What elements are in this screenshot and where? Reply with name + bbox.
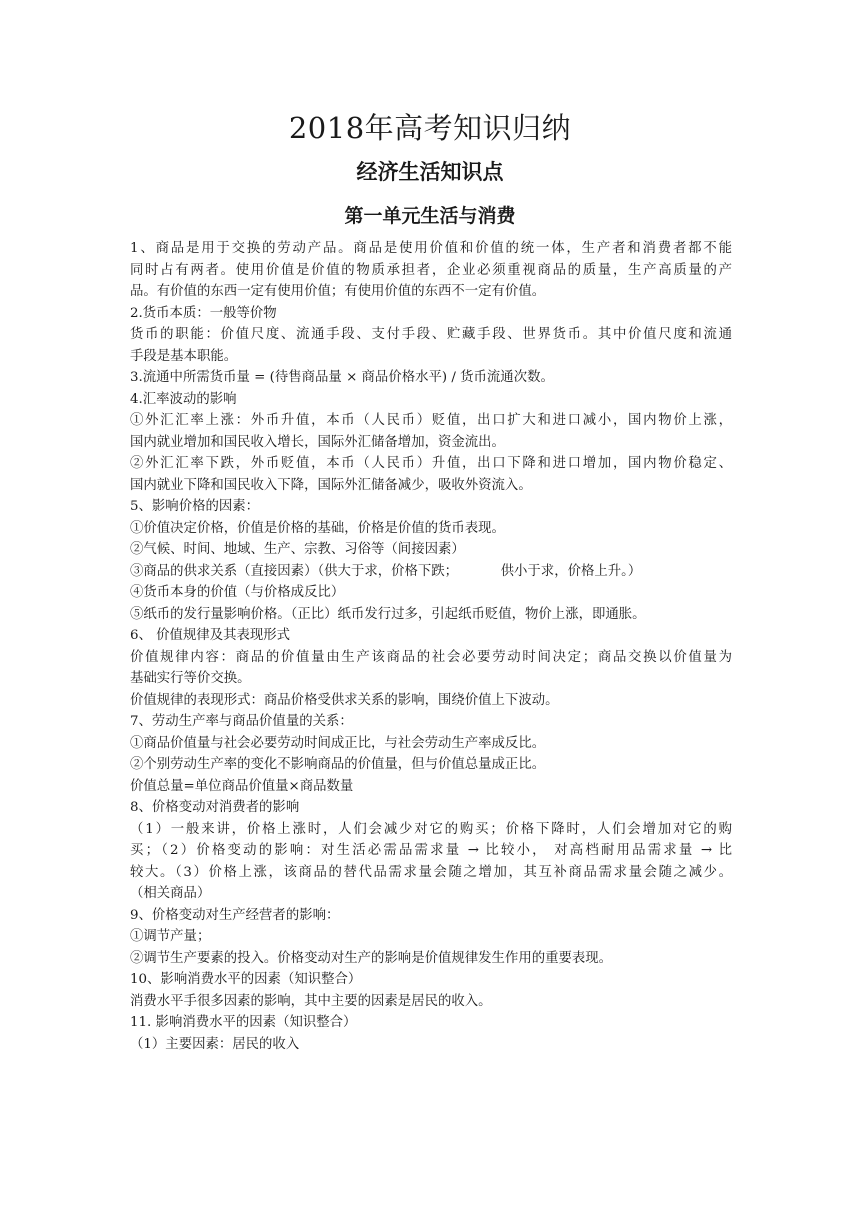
body-line: 同时占有两者。使用价值是价值的物质承担者，企业必须重视商品的质量，生产高质量的产 [130, 262, 732, 278]
body-line: ②个别劳动生产率的变化不影响商品的价值量，但与价值总量成正比。 [130, 757, 546, 772]
body-line: ①调节产量； [130, 929, 211, 944]
document-subtitle: 经济生活知识点 [356, 159, 504, 184]
body-line: 9、价格变动对生产经营者的影响： [130, 907, 340, 923]
body-line: ②外汇汇率下跌，外币贬值，本币（人民币）升值，出口下降和进口增加，国内物价稳定、 [130, 456, 732, 471]
body-line: ⑤纸币的发行量影响价格。（正比）纸币发行过多，引起纸币贬值，物价上涨，即通胀。 [130, 606, 646, 622]
body-line: 1、商品是用于交换的劳动产品。商品是使用价值和价值的统一体，生产者和消费者都不能 [130, 241, 732, 256]
body-line: （1）一般来讲，价格上涨时，人们会减少对它的购买；价格下降时，人们会增加对它的购 [130, 821, 732, 837]
document-title: 2018年高考知识归纳 [288, 111, 572, 145]
body-line: 国内就业下降和国民收入下降，国际外汇储备减少，吸收外资流入。 [130, 477, 532, 493]
body-line: ④货币本身的价值（与价格成反比） [130, 585, 345, 600]
body-line: 价值规律内容：商品的价值量由生产该商品的社会必要劳动时间决定；商品交换以价值量为 [130, 649, 732, 665]
body-line: （1）主要因素：居民的收入 [130, 1036, 300, 1052]
body-line: （相关商品） [130, 886, 211, 901]
body-line: 手段是基本职能。 [130, 348, 238, 364]
body-line: 7、劳动生产率与商品价值量的关系： [130, 714, 353, 729]
body-line: 货币的职能：价值尺度、流通手段、支付手段、贮藏手段、世界货币。其中价值尺度和流通 [130, 327, 732, 342]
body-line: 基础实行等价交换。 [130, 671, 251, 686]
body-line: 买；（2）价格变动的影响：对生活必需品需求量 → 比较小， 对高档耐用品需求量 → 比 [130, 843, 732, 858]
body-line: ①商品价值量与社会必要劳动时间成正比，与社会劳动生产率成反比。 [130, 735, 546, 751]
body-line: 价值规律的表现形式：商品价格受供求关系的影响，围绕价值上下波动。 [130, 692, 559, 708]
body-line: ①价值决定价格，价值是价格的基础，价格是价值的货币表现。 [130, 520, 505, 536]
body-line: ②气候、时间、地域、生产、宗教、习俗等（间接因素） [130, 542, 465, 557]
body-line: 较大。（3）价格上涨，该商品的替代品需求量会随之增加，其互补商品需求量会随之减少。 [130, 864, 732, 880]
body-line: ②调节生产要素的投入。价格变动对生产的影响是价值规律发生作用的重要表现。 [130, 950, 613, 966]
body-line: 3.流通中所需货币量 = (待售商品量 × 商品价格水平) / 货币流通次数。 [130, 370, 554, 385]
body-line: ①外汇汇率上涨：外币升值，本币（人民币）贬值，出口扩大和进口减小，国内物价上涨， [130, 413, 732, 428]
body-line: 价值总量=单位商品价值量×商品数量 [130, 778, 354, 794]
body-line: 国内就业增加和国民收入增长，国际外汇储备增加，资金流出。 [130, 434, 505, 450]
document-body [130, 238, 732, 1055]
body-line: 5、影响价格的因素： [130, 499, 260, 514]
body-line: 4.汇率波动的影响 [130, 391, 237, 407]
body-line: 11. 影响消费水平的因素（知识整合） [130, 1015, 357, 1030]
body-line: 8、价格变动对消费者的影响 [130, 800, 300, 815]
body-line: 6、 价值规律及其表现形式 [130, 628, 291, 643]
unit-heading: 第一单元生活与消费 [344, 205, 516, 227]
body-line: 10、影响消费水平的因素（知识整合） [130, 972, 362, 987]
body-line: 2.货币本质：一般等价物 [130, 305, 277, 321]
body-line: 消费水平手很多因素的影响，其中主要的因素是居民的收入。 [130, 993, 492, 1009]
body-line: ③商品的供求关系（直接因素）（供大于求，价格下跌； 供小于求，价格上升。） [130, 563, 642, 579]
body-line: 品。有价值的东西一定有使用价值；有使用价值的东西不一定有价值。 [130, 284, 546, 299]
